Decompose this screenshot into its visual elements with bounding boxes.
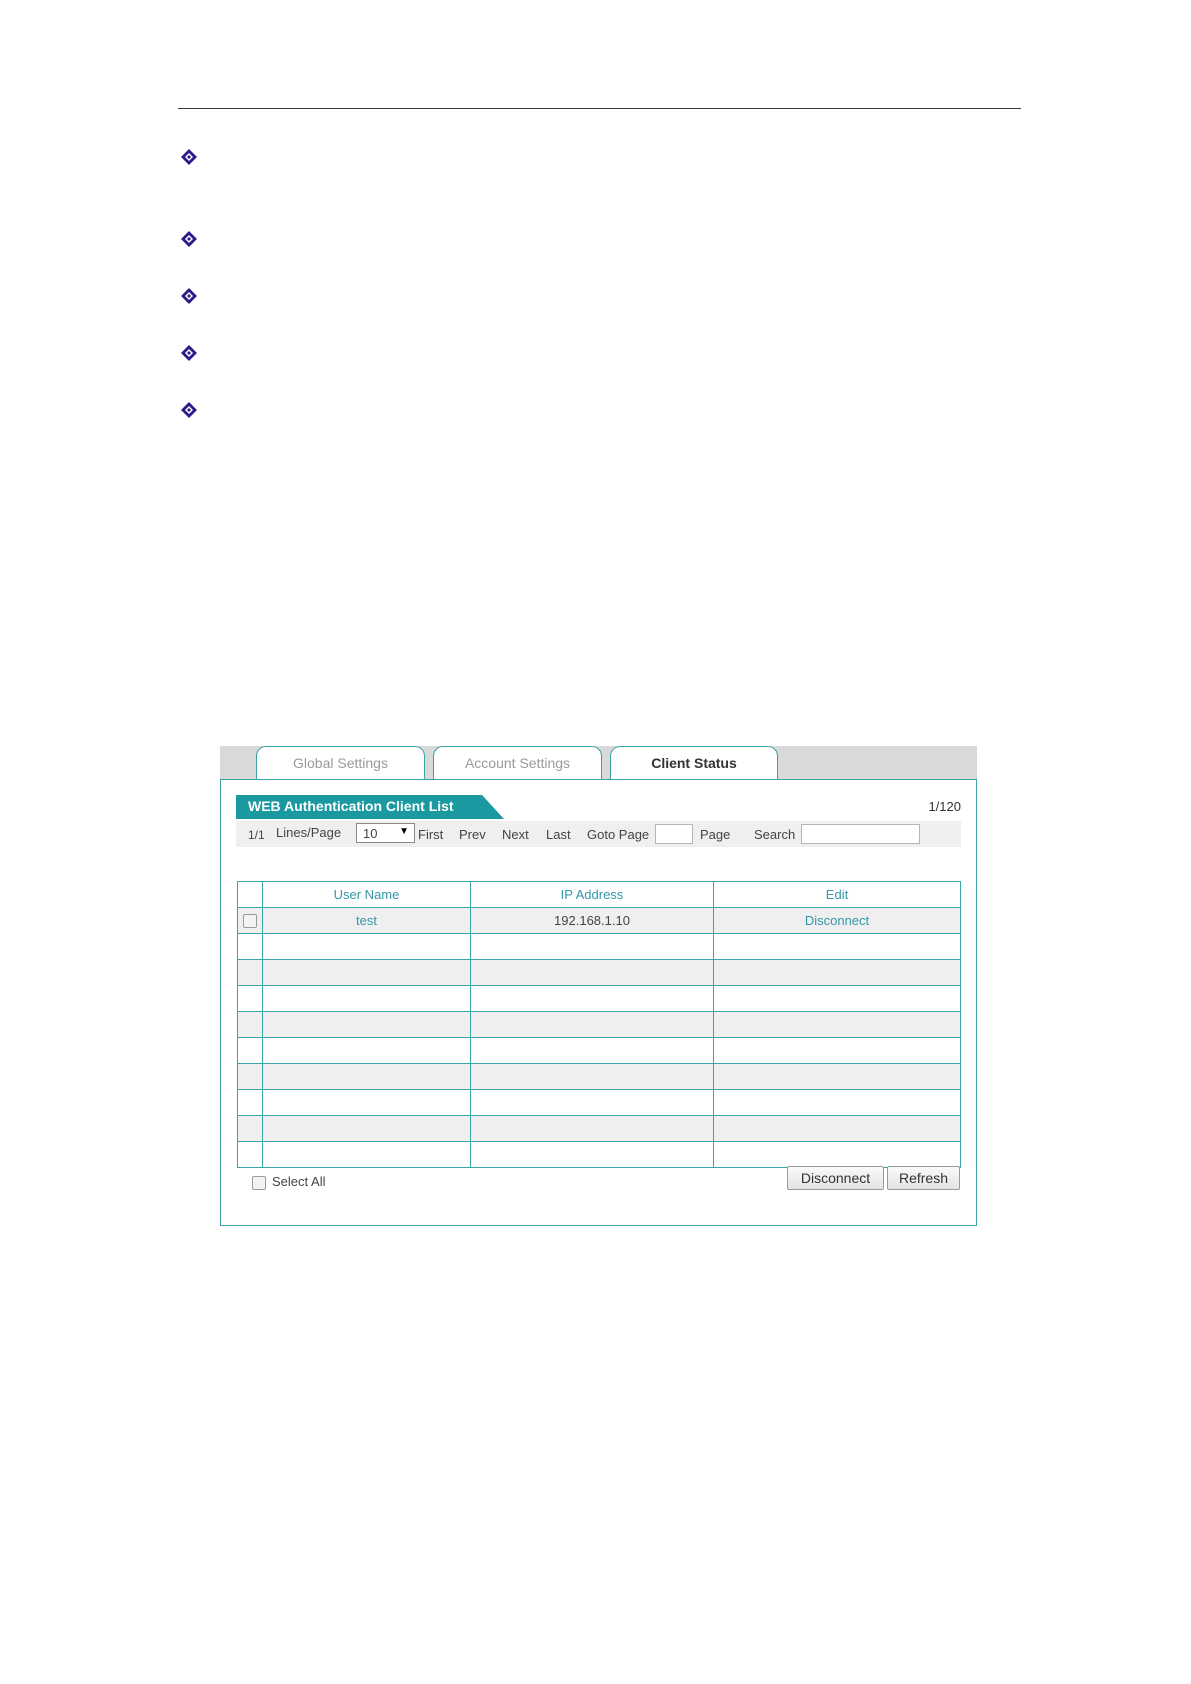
disconnect-link[interactable]: Disconnect — [714, 908, 961, 934]
refresh-button[interactable]: Refresh — [887, 1166, 960, 1190]
column-header-edit: Edit — [714, 882, 961, 908]
select-all — [252, 1174, 325, 1190]
dropdown-arrow-icon: ▼ — [399, 826, 409, 837]
web-auth-screenshot — [220, 746, 977, 1226]
bullet-icon — [181, 149, 197, 165]
row-checkbox[interactable] — [243, 914, 257, 928]
page-header-rule — [178, 108, 1021, 109]
tab-bar — [220, 746, 977, 779]
user-name-cell: test — [263, 908, 471, 934]
empty-table-row — [238, 1064, 961, 1090]
table-row — [238, 908, 961, 934]
table-header-row — [238, 882, 961, 908]
search-input[interactable] — [801, 824, 920, 844]
disconnect-button[interactable]: Disconnect — [787, 1166, 884, 1190]
empty-table-row — [238, 1116, 961, 1142]
column-header-user-name: User Name — [263, 882, 471, 908]
search-label: Search — [754, 827, 796, 842]
empty-table-row — [238, 986, 961, 1012]
empty-table-row — [238, 1142, 961, 1168]
goto-page-input[interactable] — [655, 824, 693, 844]
pagination-toolbar — [236, 821, 961, 847]
empty-table-row — [238, 1012, 961, 1038]
row-select-cell — [238, 908, 263, 934]
ip-address-cell: 192.168.1.10 — [471, 908, 714, 934]
checkbox-header — [238, 882, 263, 908]
bullet-icon — [181, 288, 197, 304]
empty-table-row — [238, 1090, 961, 1116]
page-label: Page — [700, 827, 731, 842]
first-link[interactable]: First — [418, 827, 444, 842]
goto-page-label: Goto Page — [587, 827, 650, 842]
list-title: WEB Authentication Client List — [248, 798, 454, 814]
select-all-label: Select All — [272, 1174, 326, 1189]
select-all-checkbox[interactable] — [252, 1176, 266, 1190]
client-count: 1/120 — [928, 799, 961, 814]
lines-per-page-value: 10 — [363, 826, 378, 841]
prev-link[interactable]: Prev — [459, 827, 486, 842]
column-header-ip-address: IP Address — [471, 882, 714, 908]
tab-account-settings[interactable]: Account Settings — [433, 746, 602, 779]
empty-table-row — [238, 1038, 961, 1064]
page-info: 1/1 — [248, 828, 265, 842]
empty-table-row — [238, 960, 961, 986]
empty-table-row — [238, 934, 961, 960]
next-link[interactable]: Next — [502, 827, 529, 842]
lines-per-page-select[interactable] — [356, 823, 415, 843]
tab-client-status[interactable]: Client Status — [610, 746, 778, 780]
client-table — [237, 881, 961, 1168]
bullet-icon — [181, 231, 197, 247]
bullet-icon — [181, 345, 197, 361]
last-link[interactable]: Last — [546, 827, 571, 842]
lines-per-page-label: Lines/Page — [276, 825, 342, 840]
tab-global-settings[interactable]: Global Settings — [256, 746, 425, 779]
bullet-icon — [181, 402, 197, 418]
